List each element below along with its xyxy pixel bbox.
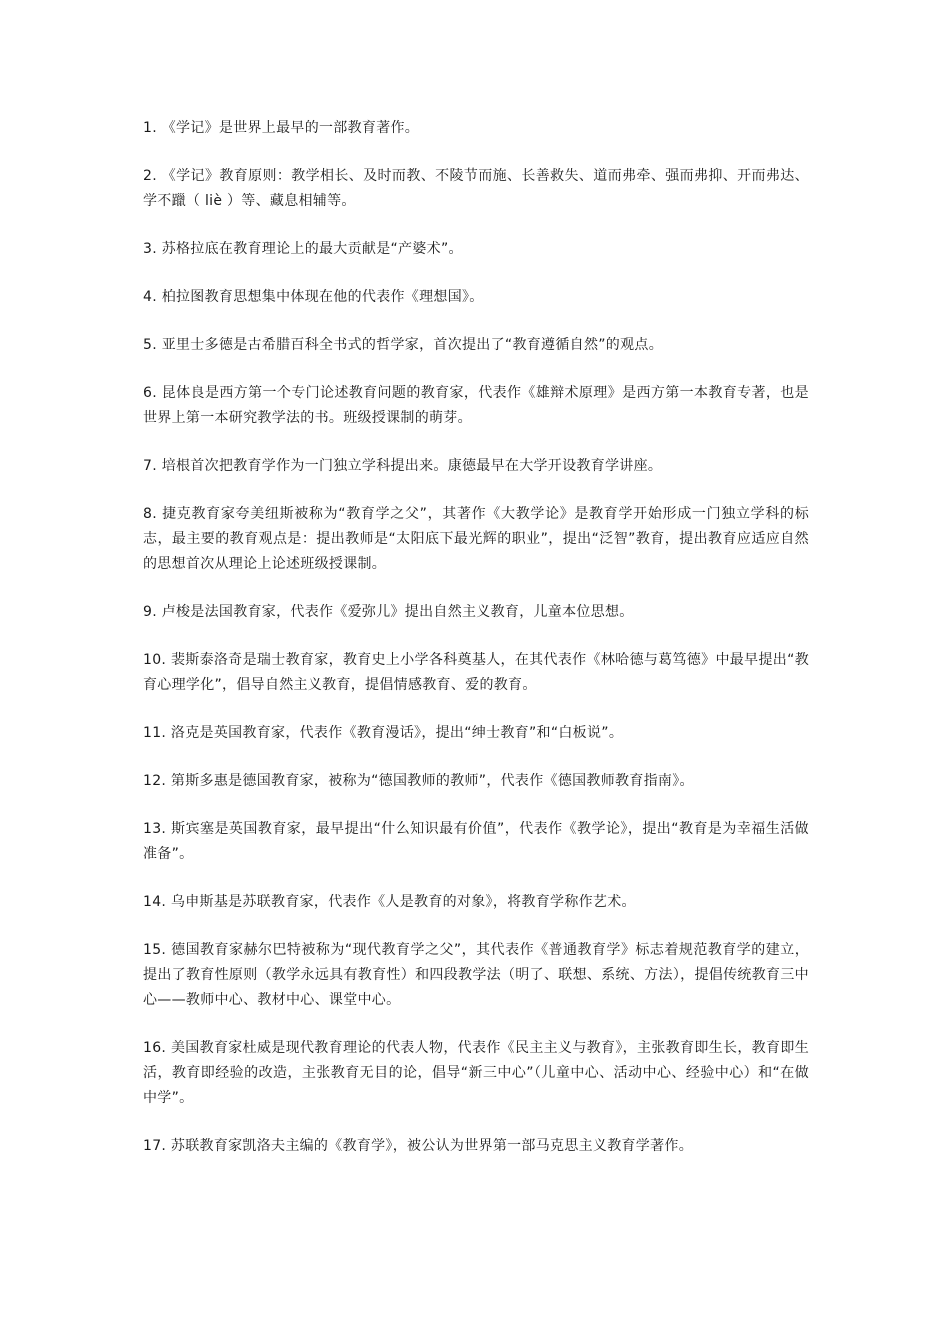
list-item: 16. 美国教育家杜威是现代教育理论的代表人物，代表作《民主主义与教育》，主张教育即生长，教育即生活，教育即经验的改造，主张教育无目的论，倡导“新三中心”（儿童中心、活动中心、经验中心）和“在做中学”。 [143, 1040, 809, 1106]
list-item: 14. 乌申斯基是苏联教育家，代表作《人是教育的对象》，将教育学称作艺术。 [143, 894, 636, 910]
list-item: 7. 培根首次把教育学作为一门独立学科提出来。康德最早在大学开设教育学讲座。 [143, 458, 663, 474]
list-item: 12. 第斯多惠是德国教育家，被称为“德国教师的教师”，代表作《德国教师教育指南》。 [143, 773, 694, 789]
document-body [143, 116, 809, 1182]
list-item: 9. 卢梭是法国教育家，代表作《爱弥儿》提出自然主义教育，儿童本位思想。 [143, 604, 634, 620]
list-item: 11. 洛克是英国教育家，代表作《教育漫话》，提出“绅士教育”和“白板说”。 [143, 725, 624, 741]
list-item: 8. 捷克教育家夸美纽斯被称为“教育学之父”，其著作《大教学论》是教育学开始形成一门独立学科的标志，最主要的教育观点是：提出教师是“太阳底下最光辉的职业”，提出“泛智”教育，提出教育应适应自然的思想首次从理论上论述班级授课制。 [143, 506, 809, 572]
list-item: 4. 柏拉图教育思想集中体现在他的代表作《理想国》。 [143, 289, 484, 305]
list-item: 5. 亚里士多德是古希腊百科全书式的哲学家，首次提出了“教育遵循自然”的观点。 [143, 337, 664, 353]
list-item: 6. 昆体良是西方第一个专门论述教育问题的教育家，代表作《雄辩术原理》是西方第一本教育专著，也是世界上第一本研究教学法的书。班级授课制的萌芽。 [143, 385, 809, 426]
list-item: 3. 苏格拉底在教育理论上的最大贡献是“产婆术”。 [143, 241, 463, 257]
list-item: 17. 苏联教育家凯洛夫主编的《教育学》，被公认为世界第一部马克思主义教育学著作。 [143, 1138, 694, 1154]
list-item: 1. 《学记》是世界上最早的一部教育著作。 [143, 120, 420, 136]
list-item: 2. 《学记》教育原则：教学相长、及时而教、不陵节而施、长善救失、道而弗牵、强而弗抑、开而弗达、学不躐（ liè ）等、藏息相辅等。 [143, 168, 809, 209]
list-item: 15. 德国教育家赫尔巴特被称为“现代教育学之父”，其代表作《普通教育学》标志着规范教育学的建立，提出了教育性原则（教学永远具有教育性）和四段教学法（明了、联想、系统、方法），提倡传统教育三中心——教师中心、教材中心、课堂中心。 [143, 942, 809, 1008]
list-item: 10. 裴斯泰洛奇是瑞士教育家，教育史上小学各科奠基人，在其代表作《林哈德与葛笃德》中最早提出“教育心理学化”，倡导自然主义教育，提倡情感教育、爱的教育。 [143, 652, 809, 693]
list-item: 13. 斯宾塞是英国教育家，最早提出“什么知识最有价值”，代表作《教学论》，提出“教育是为幸福生活做准备”。 [143, 821, 809, 862]
